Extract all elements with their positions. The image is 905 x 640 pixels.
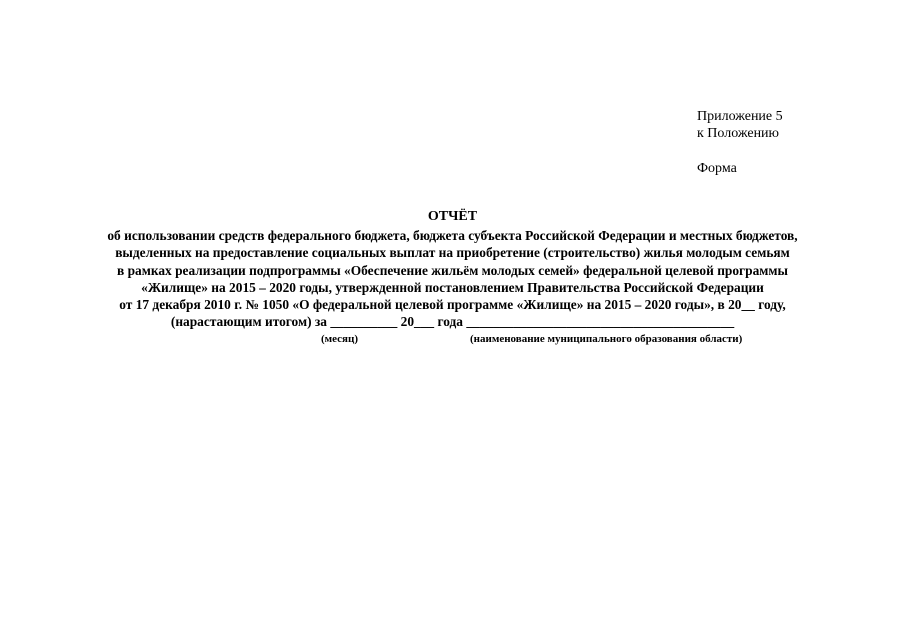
appendix-reference	[697, 108, 783, 177]
form-label: Форма	[697, 161, 737, 176]
report-heading-line-3: в рамках реализации подпрограммы «Обеспечение жильём молодых семей» федеральной целевой программы	[117, 262, 788, 278]
report-heading-line-4: «Жилище» на 2015 – 2020 годы, утвержденной постановлением Правительства Российской Федерации	[141, 279, 764, 295]
report-title: ОТЧЁТ	[427, 209, 478, 224]
report-heading-line-1: об использовании средств федерального бюджета, бюджета субъекта Российской Федерации и местных бюджетов,	[107, 228, 798, 244]
caption-month: (месяц)	[321, 333, 359, 345]
appendix-number: Приложение 5	[697, 109, 783, 124]
report-heading-line-2: выделенных на предоставление социальных выплат на приобретение (строительство) жилья молодым семьям	[115, 245, 790, 261]
field-captions	[0, 332, 905, 348]
caption-municipality: (наименование муниципального образования области)	[470, 333, 743, 345]
report-period-line: (нарастающим итогом) за __________ 20___ года ________________________________________	[170, 314, 735, 330]
report-heading-line-5: от 17 декабря 2010 г. № 1050 «О федеральной целевой программе «Жилище» на 2015 – 2020 годы», в 20__ году,	[119, 297, 786, 313]
report-heading	[0, 208, 905, 330]
appendix-regulation: к Положению	[697, 126, 780, 141]
